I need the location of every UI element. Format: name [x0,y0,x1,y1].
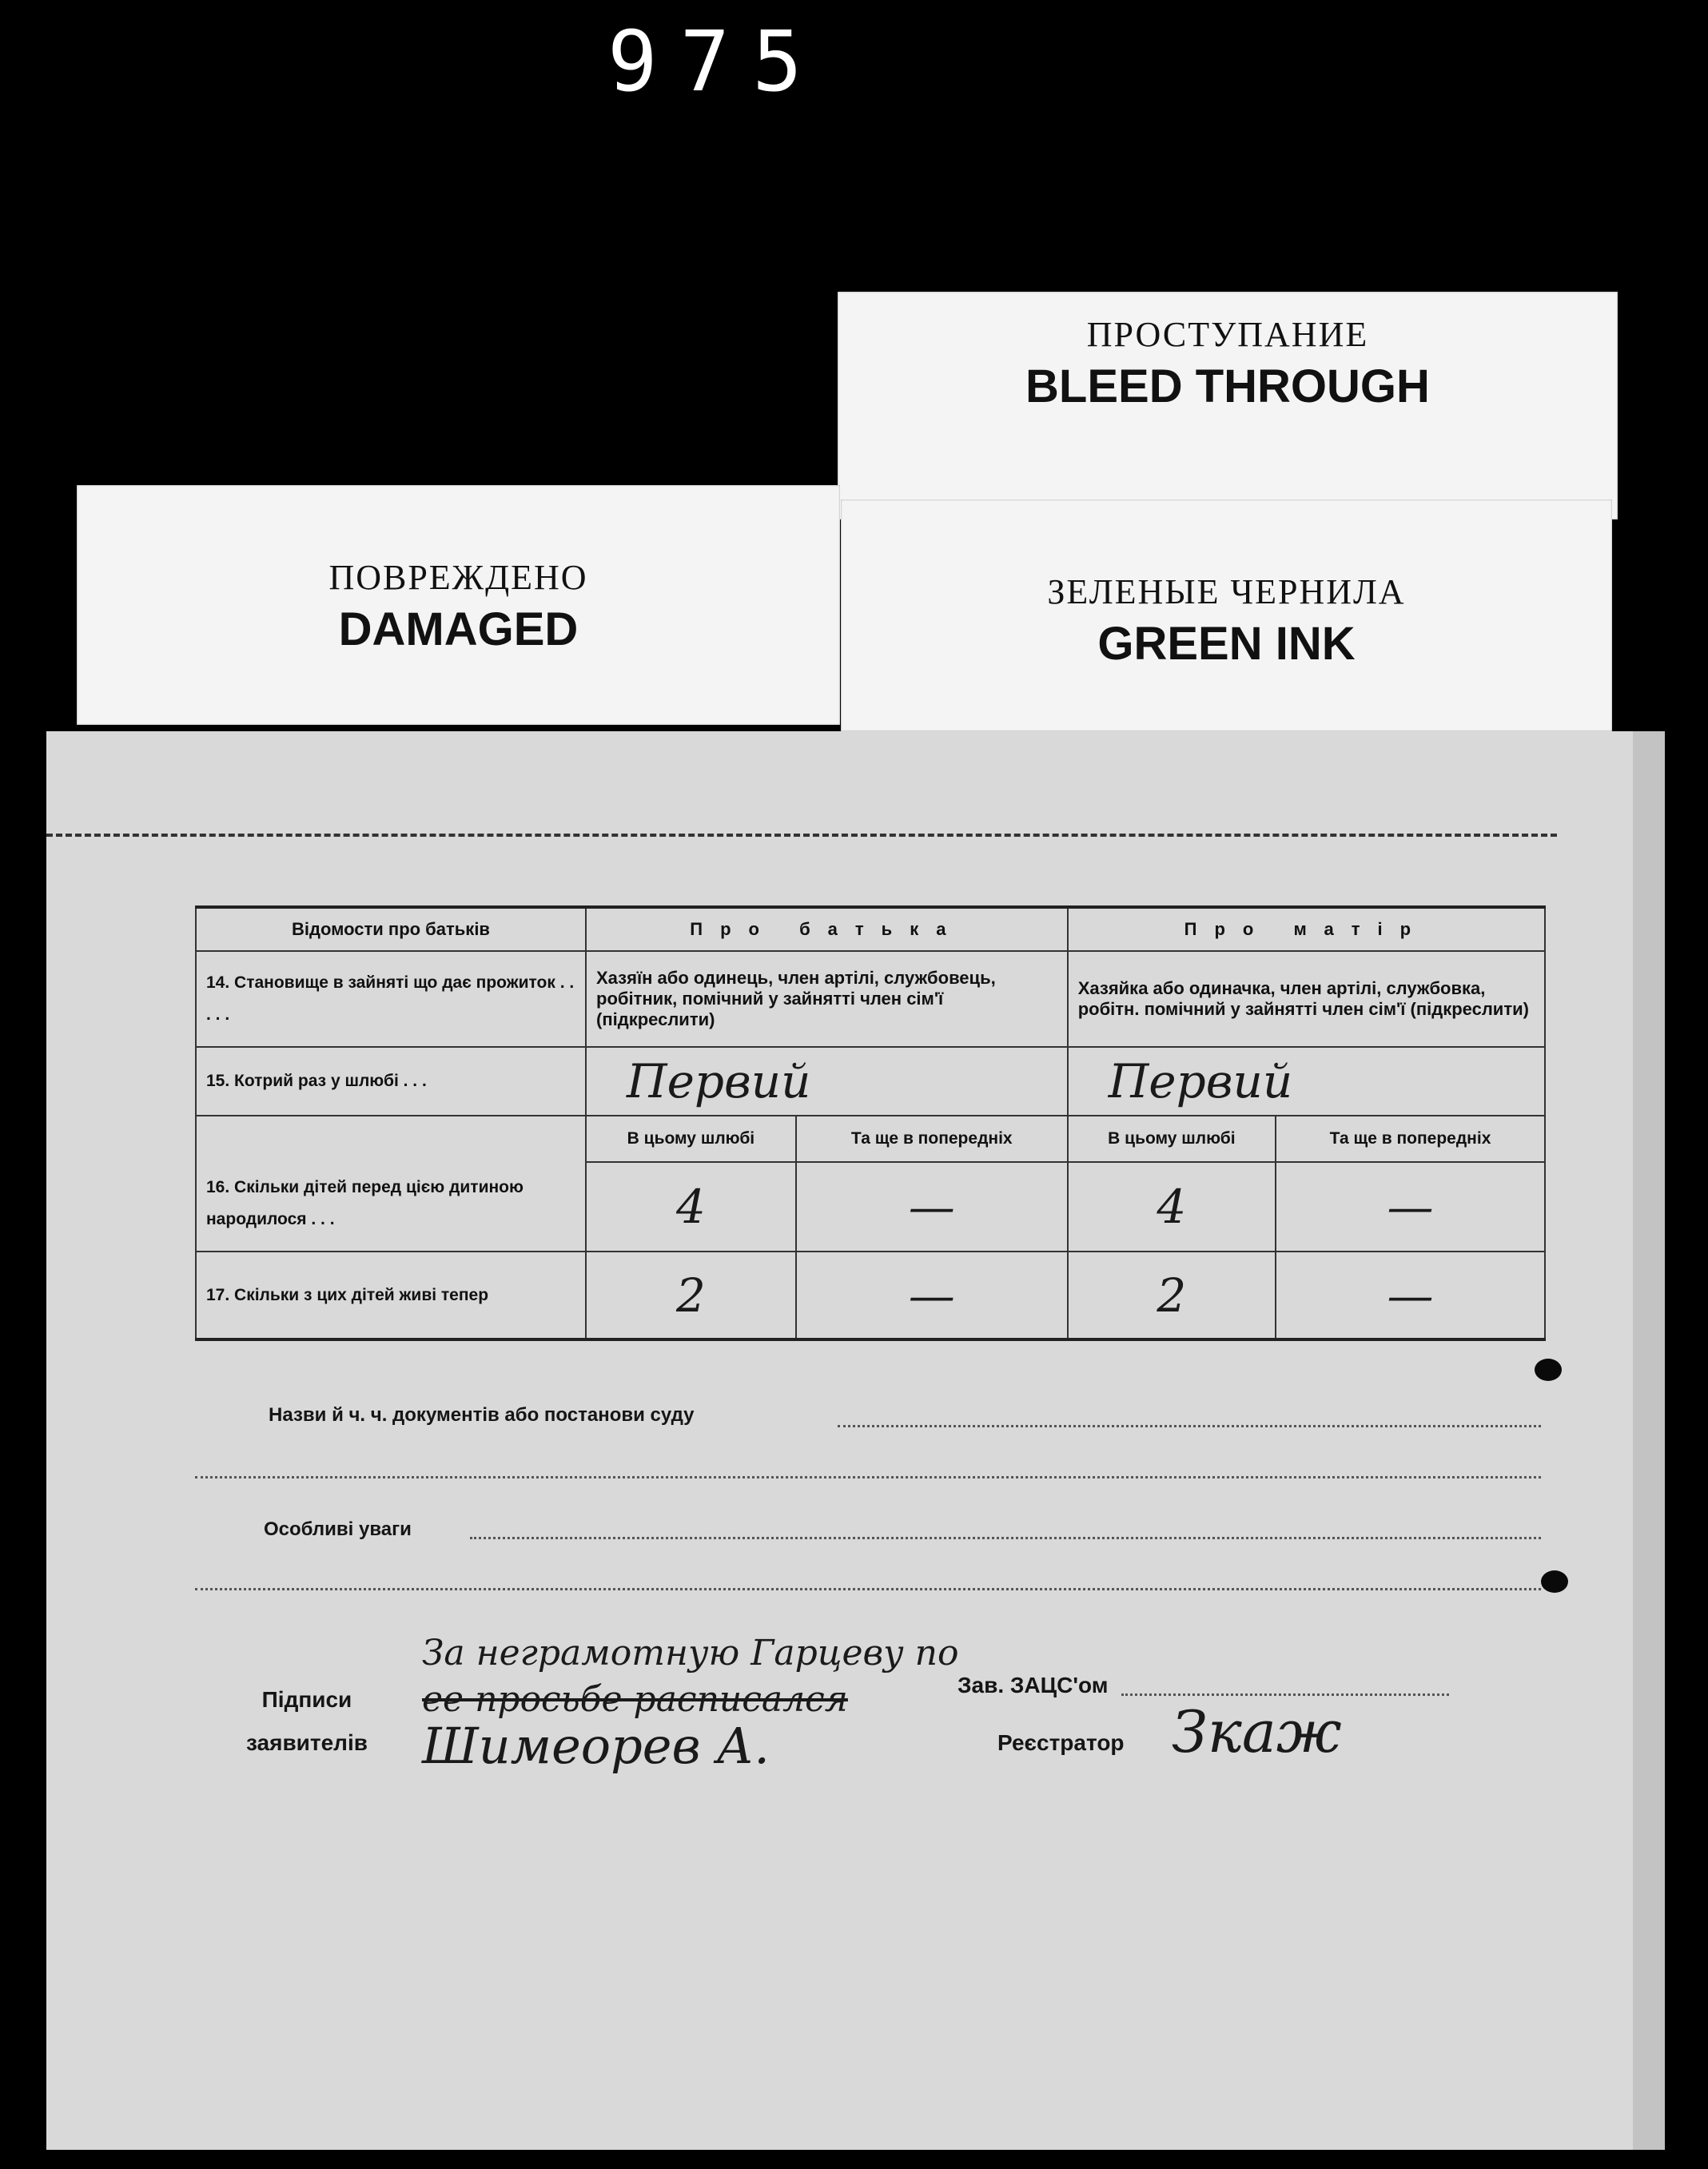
damaged-ru: ПОВРЕЖДЕНО [328,558,588,597]
row14-mother: Хазяйка або одиначка, член артілі, службовка, робітн. помічний у зайнятті член сім'ї (підкреслити) [1068,951,1545,1047]
signature-line2: ее просьбе расписался [422,1679,848,1720]
perforation-line [46,834,1557,837]
registrar-signature: Зкаж [1172,1698,1342,1765]
row17-mother-prev: — [1276,1252,1545,1339]
table-header-row [196,907,1545,951]
green-ink-en: GREEN INK [1097,618,1356,670]
subhead-mother-this: В цьому шлюбі [1068,1116,1276,1162]
head-zags-line [1121,1693,1449,1696]
documents-line-2 [195,1476,1541,1479]
green-ink-ru: ЗЕЛЕНЫЕ ЧЕРНИЛА [1047,572,1406,611]
applicants-signature [422,1630,959,1775]
row16-mother-this: 4 [1068,1162,1276,1252]
row15-label: 15. Котрий раз у шлюбі . . . [196,1047,586,1116]
damaged-en: DAMAGED [338,603,579,655]
table-subheader-row [196,1116,1545,1162]
notes-line-2 [195,1588,1541,1590]
row14-label: 14. Становище в зайняті що дає прожиток . . . . . [196,951,586,1047]
sheet-edge [1633,731,1665,2150]
green-ink-tab [841,499,1612,731]
row15-mother: Первий [1068,1047,1545,1116]
subhead-father-prev: Та ще в попередніх [796,1116,1068,1162]
row14-father: Хазяїн або одинець, член артілі, службовець, робітник, помічний у зайнятті член сім'ї (підкреслити) [586,951,1068,1047]
row16-mother-prev: — [1276,1162,1545,1252]
signatures-label-line1: Підписи [261,1687,352,1712]
row16-label: 16. Скільки дітей перед цією дитиною народилося . . . [196,1116,586,1252]
header-parents-info: Відомости про батьків [196,907,586,951]
subhead-mother-prev: Та ще в попередніх [1276,1116,1545,1162]
punch-hole [1535,1359,1562,1381]
notes-label: Особливі уваги [264,1518,412,1540]
bleed-through-ru: ПРОСТУПАНИЕ [1086,315,1369,354]
signatures-label-line2: заявителів [246,1730,368,1755]
bleed-through-en: BLEED THROUGH [1025,360,1430,412]
registrar-label: Реєстратор [997,1730,1125,1755]
table-row-17 [196,1252,1545,1339]
header-mother: Про матір [1068,907,1545,951]
subhead-father-this: В цьому шлюбі [586,1116,796,1162]
row17-mother-this: 2 [1068,1252,1276,1339]
frame-number: 975 [607,13,825,110]
applicants-signatures-label [246,1678,368,1765]
table-row-15 [196,1047,1545,1116]
table-row-14 [196,951,1545,1047]
parents-table [195,905,1546,1341]
row17-father-this: 2 [586,1252,796,1339]
row15-father: Первий [586,1047,1068,1116]
notes-line-1 [470,1537,1541,1539]
header-father: Про батька [586,907,1068,951]
damaged-tab [77,485,840,725]
signature-line1: За неграмотную Гарцеву по [422,1633,959,1674]
row17-label: 17. Скільки з цих дітей живі тепер [196,1252,586,1339]
registration-form [46,731,1665,2150]
documents-label: Назви й ч. ч. документів або постанови суду [269,1404,695,1426]
row16-father-prev: — [796,1162,1068,1252]
bleed-through-tab [838,292,1618,519]
row17-father-prev: — [796,1252,1068,1339]
signature-name: Шимеорев А. [422,1717,770,1775]
punch-hole [1541,1570,1568,1593]
documents-line-1 [838,1425,1541,1427]
row16-father-this: 4 [586,1162,796,1252]
head-zags-label: Зав. ЗАЦС'ом [958,1673,1109,1697]
